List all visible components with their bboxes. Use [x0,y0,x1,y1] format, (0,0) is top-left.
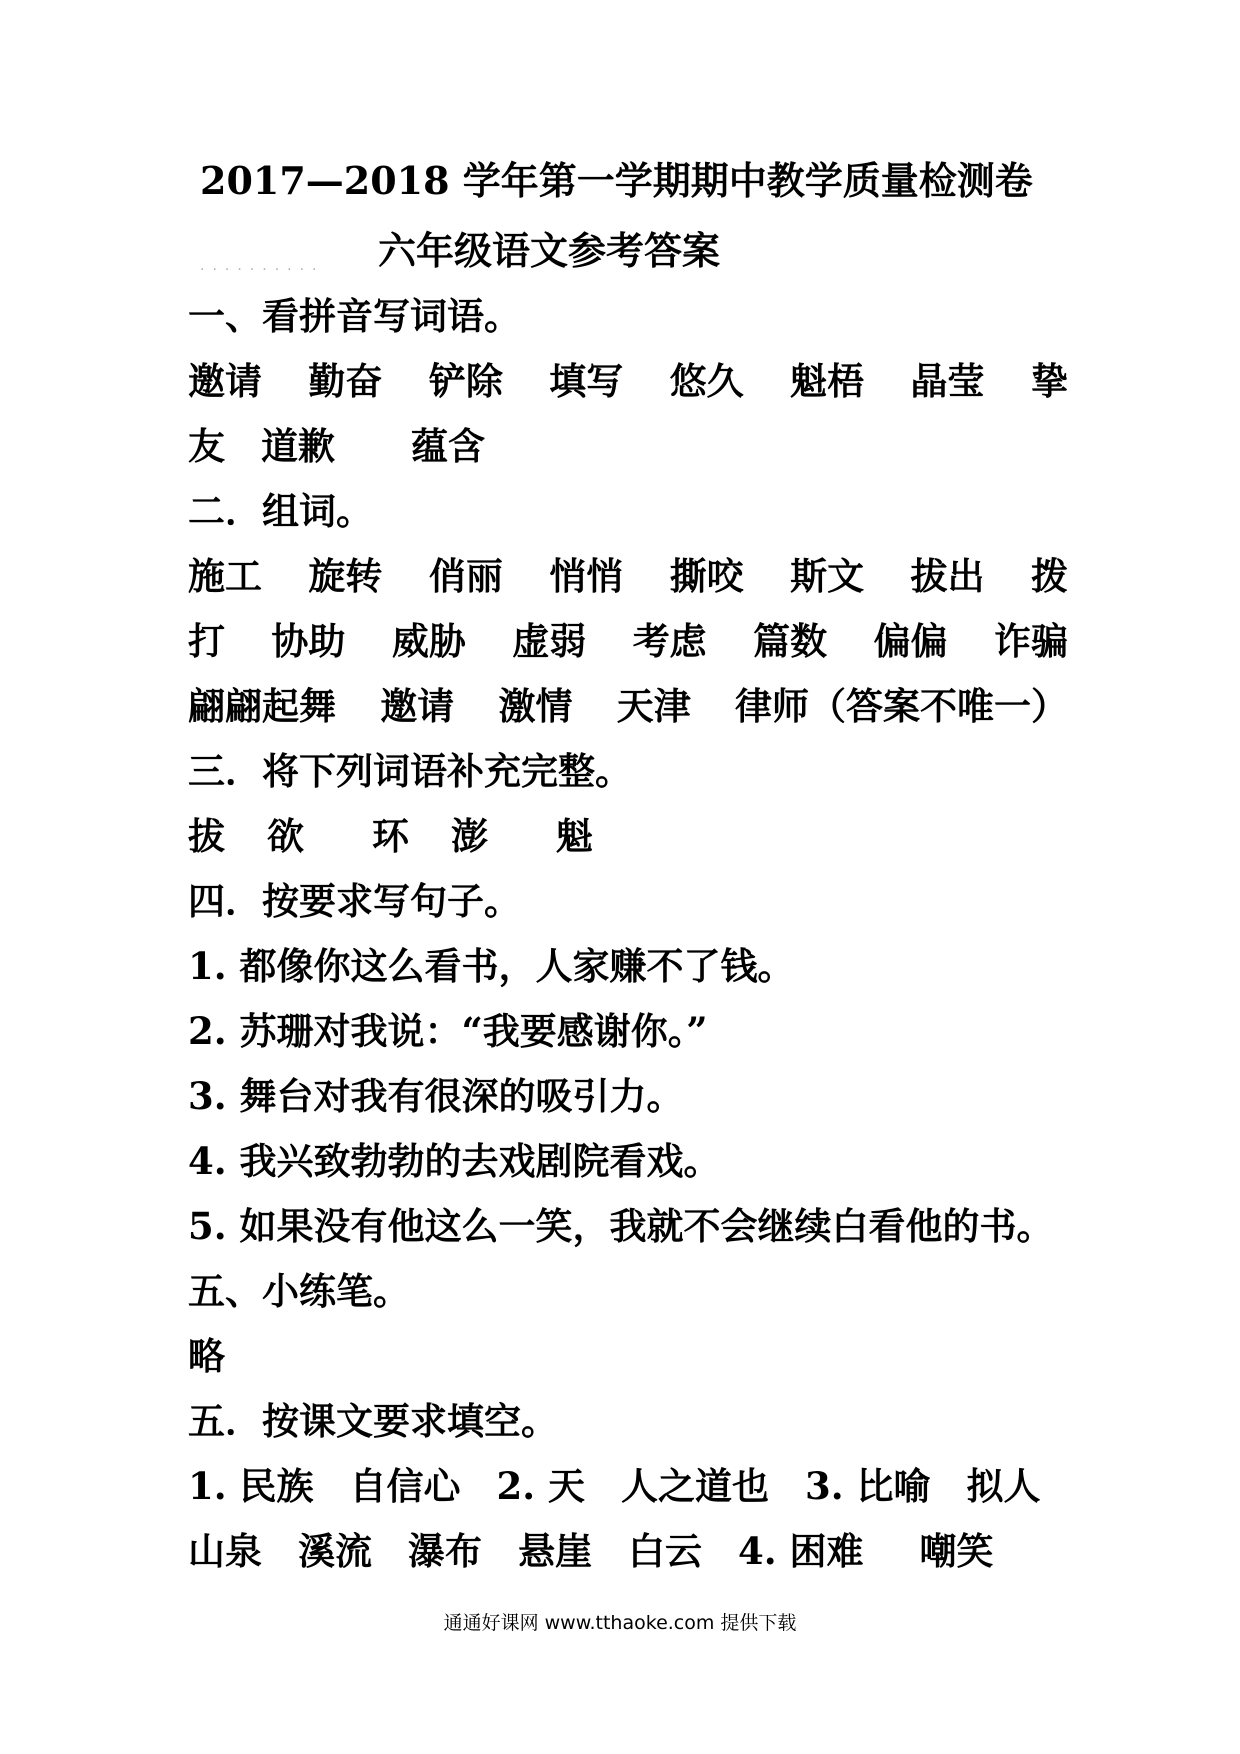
answer-word: 填写 [549,359,624,403]
answer-word: 悠久 [669,359,744,403]
answer-word: 友 [188,424,225,468]
answer-word: 拔出 [910,554,985,598]
answer-word: 2. 天 [496,1464,586,1508]
answer-word: 邀请 [188,359,262,403]
answer-word: 溪流 [298,1529,372,1573]
answer-word: 嘲笑 [919,1529,994,1573]
answer-word: 拟人 [966,1464,1041,1508]
word-row [188,804,1068,869]
answer-word: 翩翩起舞 [188,684,336,728]
answer-word: 白云 [628,1529,702,1573]
answer-word: 偏偏 [873,619,948,663]
document-subtitle: 六年级语文参考答案 [378,228,721,273]
answer-body [188,284,1068,1584]
answer-word: 3. 比喻 [805,1464,931,1508]
answer-word: 邀请 [380,684,455,728]
answer-word: 自信心 [349,1464,461,1508]
answer-word: 俏丽 [428,554,503,598]
word-row [188,1454,1068,1519]
answer-word: 山泉 [188,1529,262,1573]
answer-word: 协助 [271,619,346,663]
section-heading: 五．按课文要求填空。 [188,1399,558,1443]
sentence-item: 4. 我兴致勃勃的去戏剧院看戏。 [188,1139,721,1183]
answer-word: 1. 民族 [188,1464,314,1508]
section-heading: 二．组词。 [188,489,373,533]
answer-word: 天津 [616,684,691,728]
answer-word: 欲 [267,814,304,858]
answer-word: 人之道也 [621,1464,770,1508]
answer-word: 篇数 [753,619,828,663]
word-row [188,674,1068,739]
answer-word: 4. 困难 [738,1529,864,1573]
section-heading: 一、看拼音写词语。 [188,294,521,338]
answer-word: 拔 [188,814,225,858]
answer-word: 撕咬 [669,554,744,598]
answer-word: 斯文 [790,554,865,598]
answer-word: 挚 [1030,359,1068,403]
download-footer: 通通好课网 www.tthaoke.com 提供下载 [443,1612,797,1634]
answer-word: 铲除 [428,359,503,403]
sentence-item: 3. 舞台对我有很深的吸引力。 [188,1074,684,1118]
document-title: 2017—2018 学年第一学期期中教学质量检测卷 [200,158,1033,203]
answer-word: 律师（答案不唯一） [735,684,1068,728]
answer-word: 晶莹 [910,359,985,403]
answer-word: 环 [372,814,409,858]
answer-word: 旋转 [308,554,383,598]
answer-word: 道歉 [261,424,335,468]
answer-word: 魁 [556,814,593,858]
answer-word: 悄悄 [549,554,624,598]
answer-word: 瀑布 [408,1529,482,1573]
word-row [188,349,1068,414]
sentence-item: 1. 都像你这么看书，人家赚不了钱。 [188,944,795,988]
answer-word: 魁梧 [790,359,865,403]
word-row [188,414,1068,479]
answer-word: 拨 [1030,554,1068,598]
answer-word: 悬崖 [518,1529,592,1573]
answer-word: 蕴含 [411,424,485,468]
answer-word: 威胁 [391,619,466,663]
answer-word: 激情 [498,684,573,728]
answer-word: 诈骗 [993,619,1068,663]
answer-word: 澎 [451,814,488,858]
word-row [188,1519,1068,1584]
answer-word: 打 [188,619,225,663]
answer-word: 考虑 [632,619,707,663]
sentence-item: 2. 苏珊对我说：“我要感谢你。” [188,1009,708,1053]
section-heading: 四．按要求写句子。 [188,879,521,923]
sentence-item: 5. 如果没有他这么一笑，我就不会继续白看他的书。 [188,1204,1054,1248]
answer-word: 勤奋 [308,359,383,403]
answer-word: 施工 [188,554,262,598]
section-heading: 三．将下列词语补充完整。 [188,749,632,793]
word-row [188,544,1068,609]
word-row [188,609,1068,674]
answer-word: 虚弱 [512,619,587,663]
decorative-dots: ·········· [200,262,325,278]
section-heading: 五、小练笔。 [188,1269,410,1313]
answer-text: 略 [188,1334,225,1378]
